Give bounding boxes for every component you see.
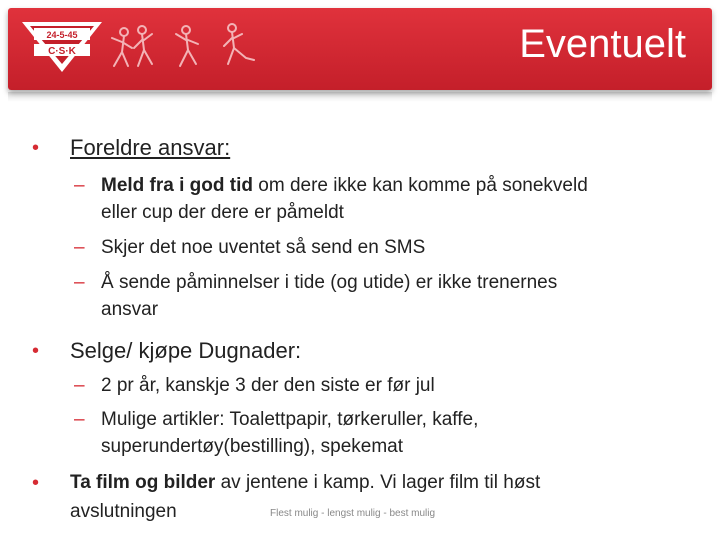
- slide-title: Eventuelt: [519, 22, 686, 66]
- sub-bullet-sms: Skjer det noe uventet så send en SMS: [101, 237, 426, 258]
- bullet-film: [70, 472, 540, 494]
- dash-icon: –: [74, 375, 85, 396]
- sub-bullet-paminnelser: Å sende påminnelser i tide (og utide) er ikke trenernes: [101, 272, 558, 293]
- logo-top-text: 24-5-45: [46, 30, 78, 40]
- bullet-dot-icon: •: [32, 137, 40, 159]
- sub-bullet-continuation: superundertøy(bestilling), spekemat: [101, 436, 404, 457]
- bullet-dot-icon: •: [32, 340, 40, 362]
- dash-icon: –: [74, 175, 85, 196]
- bullet-film-continuation: avslutningen: [70, 501, 177, 522]
- bullet-dugnader: Selge/ kjøpe Dugnader:: [70, 338, 302, 363]
- sub-bullet-bold: Meld fra i god tid: [101, 175, 253, 196]
- bullet-dot-icon: •: [32, 472, 40, 494]
- sub-bullet-meld-fra: [101, 175, 588, 197]
- bullet-foreldre-ansvar: Foreldre ansvar:: [70, 135, 231, 160]
- dash-icon: –: [74, 272, 85, 293]
- sub-bullet-rest: om dere ikke kan komme på sonekveld: [253, 175, 588, 196]
- dash-icon: –: [74, 237, 85, 258]
- bullet-film-bold: Ta film og bilder: [70, 472, 216, 493]
- sub-bullet-per-ar: 2 pr år, kanskje 3 der den siste er før jul: [101, 375, 435, 396]
- sub-bullet-artikler: Mulige artikler: Toalettpapir, tørkeruller, kaffe,: [101, 409, 479, 430]
- dash-icon: –: [74, 409, 85, 430]
- sub-bullet-continuation: eller cup der dere er påmeldt: [101, 202, 344, 223]
- slide-footer: Flest mulig - lengst mulig - best mulig: [270, 508, 436, 519]
- sub-bullet-continuation: ansvar: [101, 299, 159, 320]
- logo-bottom-text: C·S·K: [48, 46, 76, 57]
- bullet-film-rest: av jentene i kamp. Vi lager film til høst: [215, 472, 541, 493]
